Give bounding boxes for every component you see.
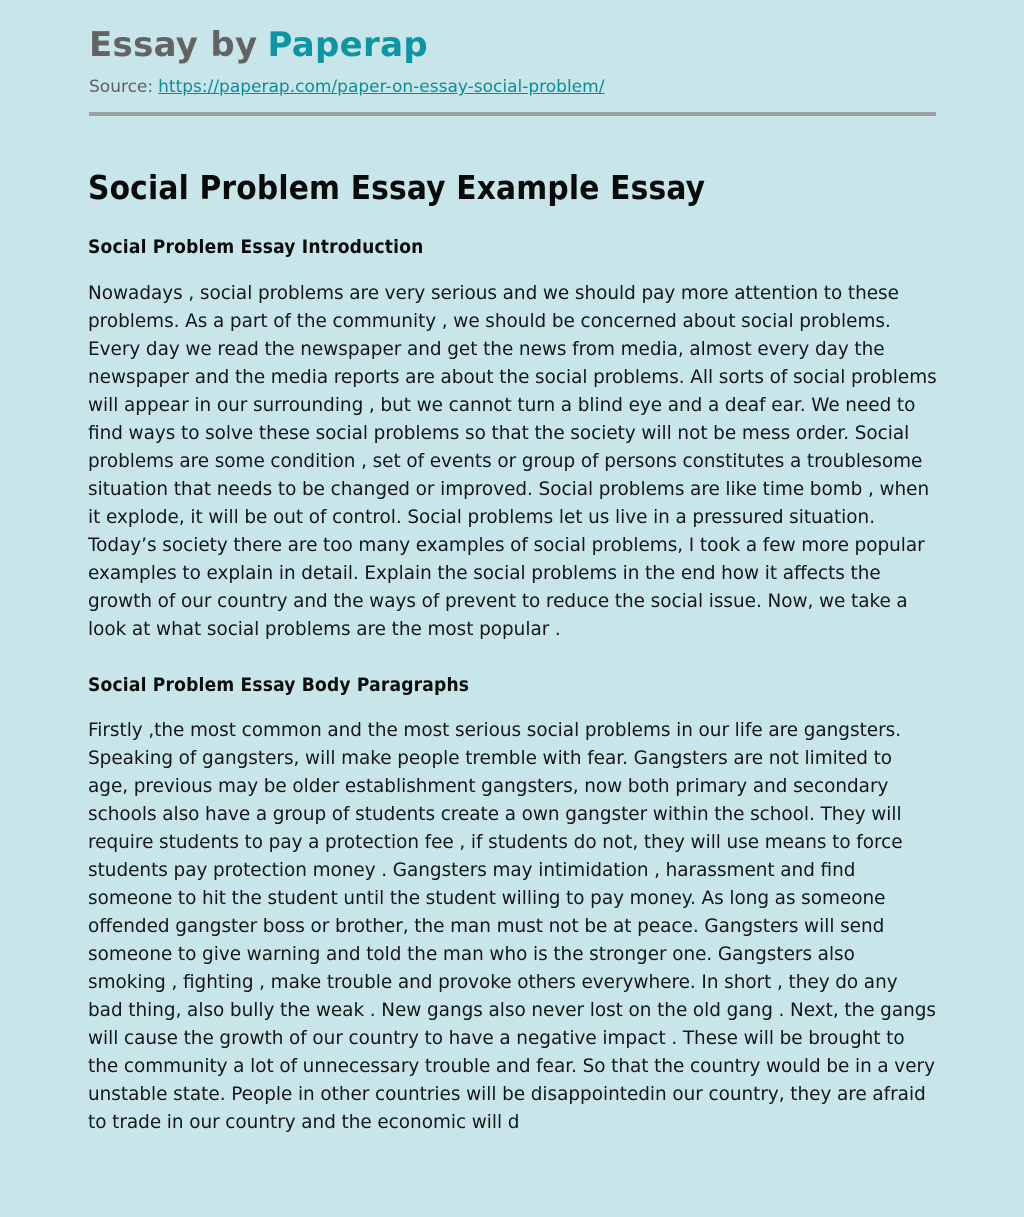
source-line <box>89 76 936 98</box>
brand-prefix-label: Essay by <box>89 25 258 65</box>
section-paragraph-body-paragraphs: Firstly ,the most common and the most serious social problems in our life are gangsters. Speaking of gangsters, will make people tremble with fear. Gangsters are not limited to age, previous may be older establishment gangsters, now both primary and secondary schools also have a group of students create a own gangster within the school. They will require students to pay a protection fee , if students do not, they will use means to force students pay protection money . Gangsters may intimidation , harassment and find someone to hit the student until the student willing to pay money. As long as someone offended gangster boss or brother, the man must not be at peace. Gangsters will send someone to give warning and told the man who is the stronger one. Gangsters also smoking , fighting , make trouble and provoke others everywhere. In short , they do any bad thing, also bully the weak . New gangs also never lost on the old gang . Next, the gangs will cause the growth of our country to have a negative impact . These will be brought to the community a lot of unnecessary trouble and fear. So that the country would be in a very unstable state. People in other countries will be disappointedin our country, they are afraid to trade in our country and the economic will d <box>88 720 937 1134</box>
article-body <box>0 168 1024 1137</box>
section-heading-body-paragraphs: Social Problem Essay Body Paragraphs <box>88 673 470 696</box>
section-heading-introduction: Social Problem Essay Introduction <box>88 235 424 258</box>
source-url-link[interactable]: https://paperap.com/paper-on-essay-social-problem/ <box>158 77 605 98</box>
page-title: Social Problem Essay Example Essay <box>88 168 706 208</box>
page-header <box>0 0 1024 116</box>
brand-name-label: Paperap <box>267 25 428 65</box>
source-label: Source: <box>89 77 154 98</box>
header-divider <box>89 112 936 116</box>
brand-title <box>89 26 936 64</box>
section-paragraph-introduction: Nowadays , social problems are very serious and we should pay more attention to these problems. As a part of the community , we should be concerned about social problems. Every day we read the newspaper and get the news from media, almost every day the newspaper and the media reports are about the social problems. All sorts of social problems will appear in our surrounding , but we cannot turn a blind eye and a deaf ear. We need to find ways to solve these social problems so that the society will not be mess order. Social problems are some condition , set of events or group of persons constitutes a troublesome situation that needs to be changed or improved. Social problems are like time bomb , when it explode, it will be out of control. Social problems let us live in a pressured situation. Today’s society there are too many examples of social problems, I took a few more popular examples to explain in detail. Explain the social problems in the end how it affects the growth of our country and the ways of prevent to reduce the social issue. Now, we take a look at what social problems are the most popular . <box>88 282 937 640</box>
